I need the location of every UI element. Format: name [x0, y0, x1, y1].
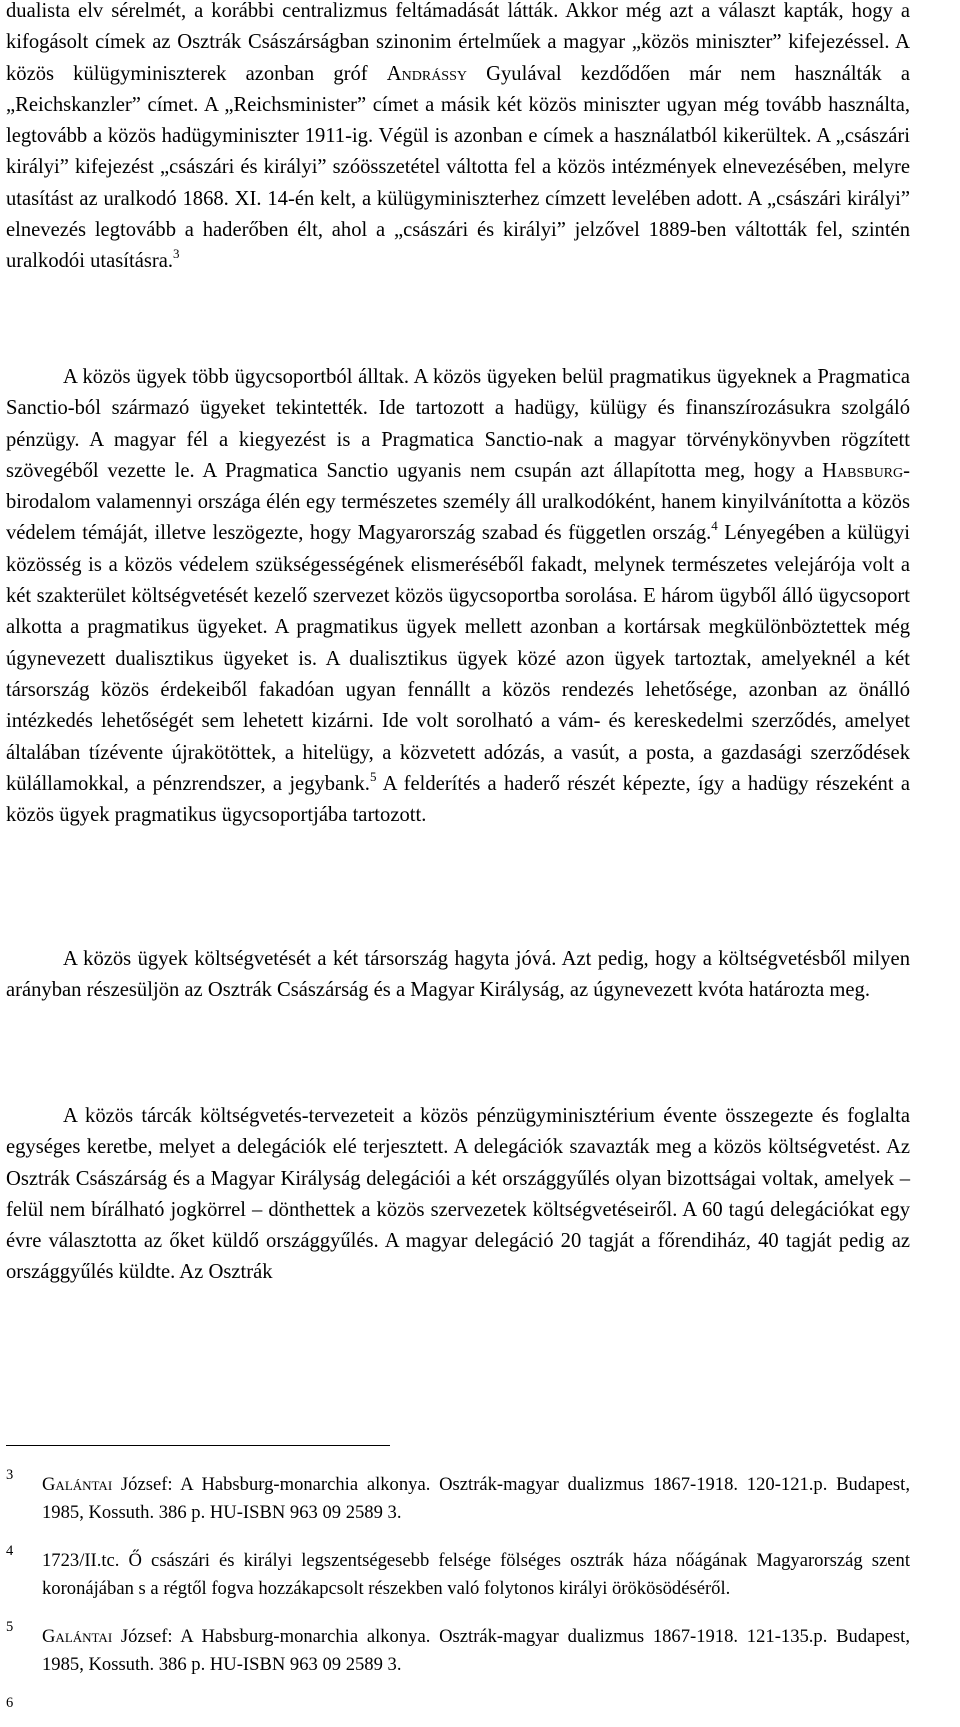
small-caps-name: Galántai [42, 1473, 113, 1495]
paragraph-2 [6, 362, 910, 831]
text-run: 1723/II.tc. Ő császári és királyi legszentségesebb felsége fölséges osztrák háza nőágának Magyarország szent koronájában s a régtől fogva hozzákapcsolt részekben való folytonos királyi örökösödéséről. [42, 1549, 910, 1600]
small-caps-name: Habsburg [822, 459, 904, 482]
small-caps-name: Galántai [42, 1625, 113, 1647]
paragraph-3 [6, 944, 910, 1007]
footnote-text [42, 1547, 910, 1604]
text-run: A közös ügyek költségvetését a két társország hagyta jóvá. Azt pedig, hogy a költségvetésből milyen arányban részesüljön az Osztrák Császárság és a Magyar Királyság, az úgynevezett kvóta határozta meg. [6, 948, 910, 1002]
footnote-6 [6, 1694, 910, 1727]
small-caps-name: Andrássy [386, 62, 467, 85]
footnote-separator [6, 1445, 390, 1446]
footnotes [6, 1452, 910, 1727]
text-run: A közös ügyek több ügycsoportból álltak. A közös ügyeken belül pragmatikus ügyeknek a Pragmatica Sanctio-ból származó ügyeket tekintették. Ide tartozott a hadügy, külügy és finanszírozásukra szolgáló pénzügy. A magyar fél a kiegyezést is a Pragmatica Sanctio-nak a magyar törvénykönyvben rögzített szövegéből vezette le. A Pragmatica Sanctio ugyanis nem csupán azt állapította meg, hogy a [6, 366, 910, 482]
footnote-number: 4 [6, 1542, 14, 1559]
footnote-text [42, 1471, 910, 1528]
footnote-reference: 3 [173, 246, 180, 262]
footnote-reference: 4 [711, 518, 718, 534]
text-run: Gyulával kezdődően már nem használták a „Reichskanzler” címet. A „Reichsminister” címet a másik két közös miniszter ugyan még tovább használta, legtovább a közös hadügyminiszter 1911-ig. Végül is azonban e címek a használatból kikerültek. A „császári királyi” kifejezést „császári és királyi” szóösszetétel váltotta fel a közös intézmények elnevezésében, melyre utasítást az uralkodó 1868. XI. 14-én kelt, a külügyminiszterhez címzett levelében adott. A „császári királyi” elnevezés legtovább a haderőben élt, ahol a „császári és királyi” jelzővel 1889-ben váltották fel, szintén uralkodói utasításra. [6, 62, 910, 273]
text-run: Lényegében a külügyi közösség is a közös védelem szükségességének elismeréséből fakadt, melynek természetes velejárója volt a két szakterület költségvetését kezelő szervezet közös ügycsoportba sorolása. E három ügyből álló ügycsoport alkotta a pragmatikus ügyeket. A pragmatikus ügyek mellett azonban a kortársak megkülönböztettek még úgynevezett dualisztikus ügyeket is. A dualisztikus ügyek közé azon ügyek tartoztak, amelyeknél a két társország közös érdekeiből fakadóan ugyan fennállt a közös rendezés lehetősége, azonban az önálló intézkedés lehetőségét sem lehetett kizárni. Ide volt sorolható a vám- és kereskedelmi szerződés, amelyet általában tízévente újrakötöttek, a hitelügy, a közvetett adózás, a vasút, a posta, a gazdasági szerződések külállamokkal, a pénzrendszer, a jegybank. [6, 522, 910, 795]
footnote-text [42, 1623, 910, 1680]
footnote-number: 5 [6, 1618, 14, 1635]
text-run: József: A Habsburg-monarchia alkonya. Osztrák-magyar dualizmus 1867-1918. 121-135.p. Budapest, 1985, Kossuth. 386 p. HU-ISBN 963 09 2589 3. [42, 1625, 910, 1676]
footnote-4 [6, 1542, 910, 1604]
paragraph-1 [6, 0, 910, 278]
paragraph-4 [6, 1101, 910, 1289]
footnote-reference: 5 [369, 768, 377, 784]
footnote-number: 6 [6, 1694, 14, 1711]
footnote-3 [6, 1466, 910, 1528]
text-run: -birodalom valamennyi országa élén egy természetes személy áll uralkodóként, hanem kinyilvánította a közös védelem témáját, illetve leszögezte, hogy Magyarország szabad és független ország. [6, 459, 910, 545]
text-run: A közös tárcák költségvetés-tervezeteit a közös pénzügyminisztérium évente összegezte és foglalta egységes keretbe, melyet a delegációk elé terjesztett. A delegációk szavazták meg a közös költségvetést. Az Osztrák Császárság és a Magyar Királyság delegációi a két országgyűlés olyan bizottságai voltak, amelyek – felül nem bírálható jogkörrel – dönthettek a közös szervezetek költségvetéseiről. A 60 tagú delegációkat egy évre választotta az őket küldő országgyűlés. A magyar delegáció 20 tagját a főrendiház, 40 tagját pedig az országgyűlés küldte. Az Osztrák [6, 1105, 910, 1284]
footnote-5 [6, 1618, 910, 1680]
text-run: József: A Habsburg-monarchia alkonya. Osztrák-magyar dualizmus 1867-1918. 120-121.p. Budapest, 1985, Kossuth. 386 p. HU-ISBN 963 09 2589 3. [42, 1473, 910, 1524]
text-run: A felderítés a haderő részét képezte, így a hadügy részeként a közös ügyek pragmatikus ügycsoportjába tartozott. [6, 772, 910, 827]
text-run: dualista elv sérelmét, a korábbi centralizmus feltámadását látták. Akkor még azt a választ kapták, hogy a kifogásolt címek az Osztrák Császárságban szinonim értelműek a magyar „közös miniszter” kifejezéssel. A közös külügyminiszterek azonban gróf [6, 0, 910, 85]
footnote-number: 3 [6, 1466, 14, 1483]
